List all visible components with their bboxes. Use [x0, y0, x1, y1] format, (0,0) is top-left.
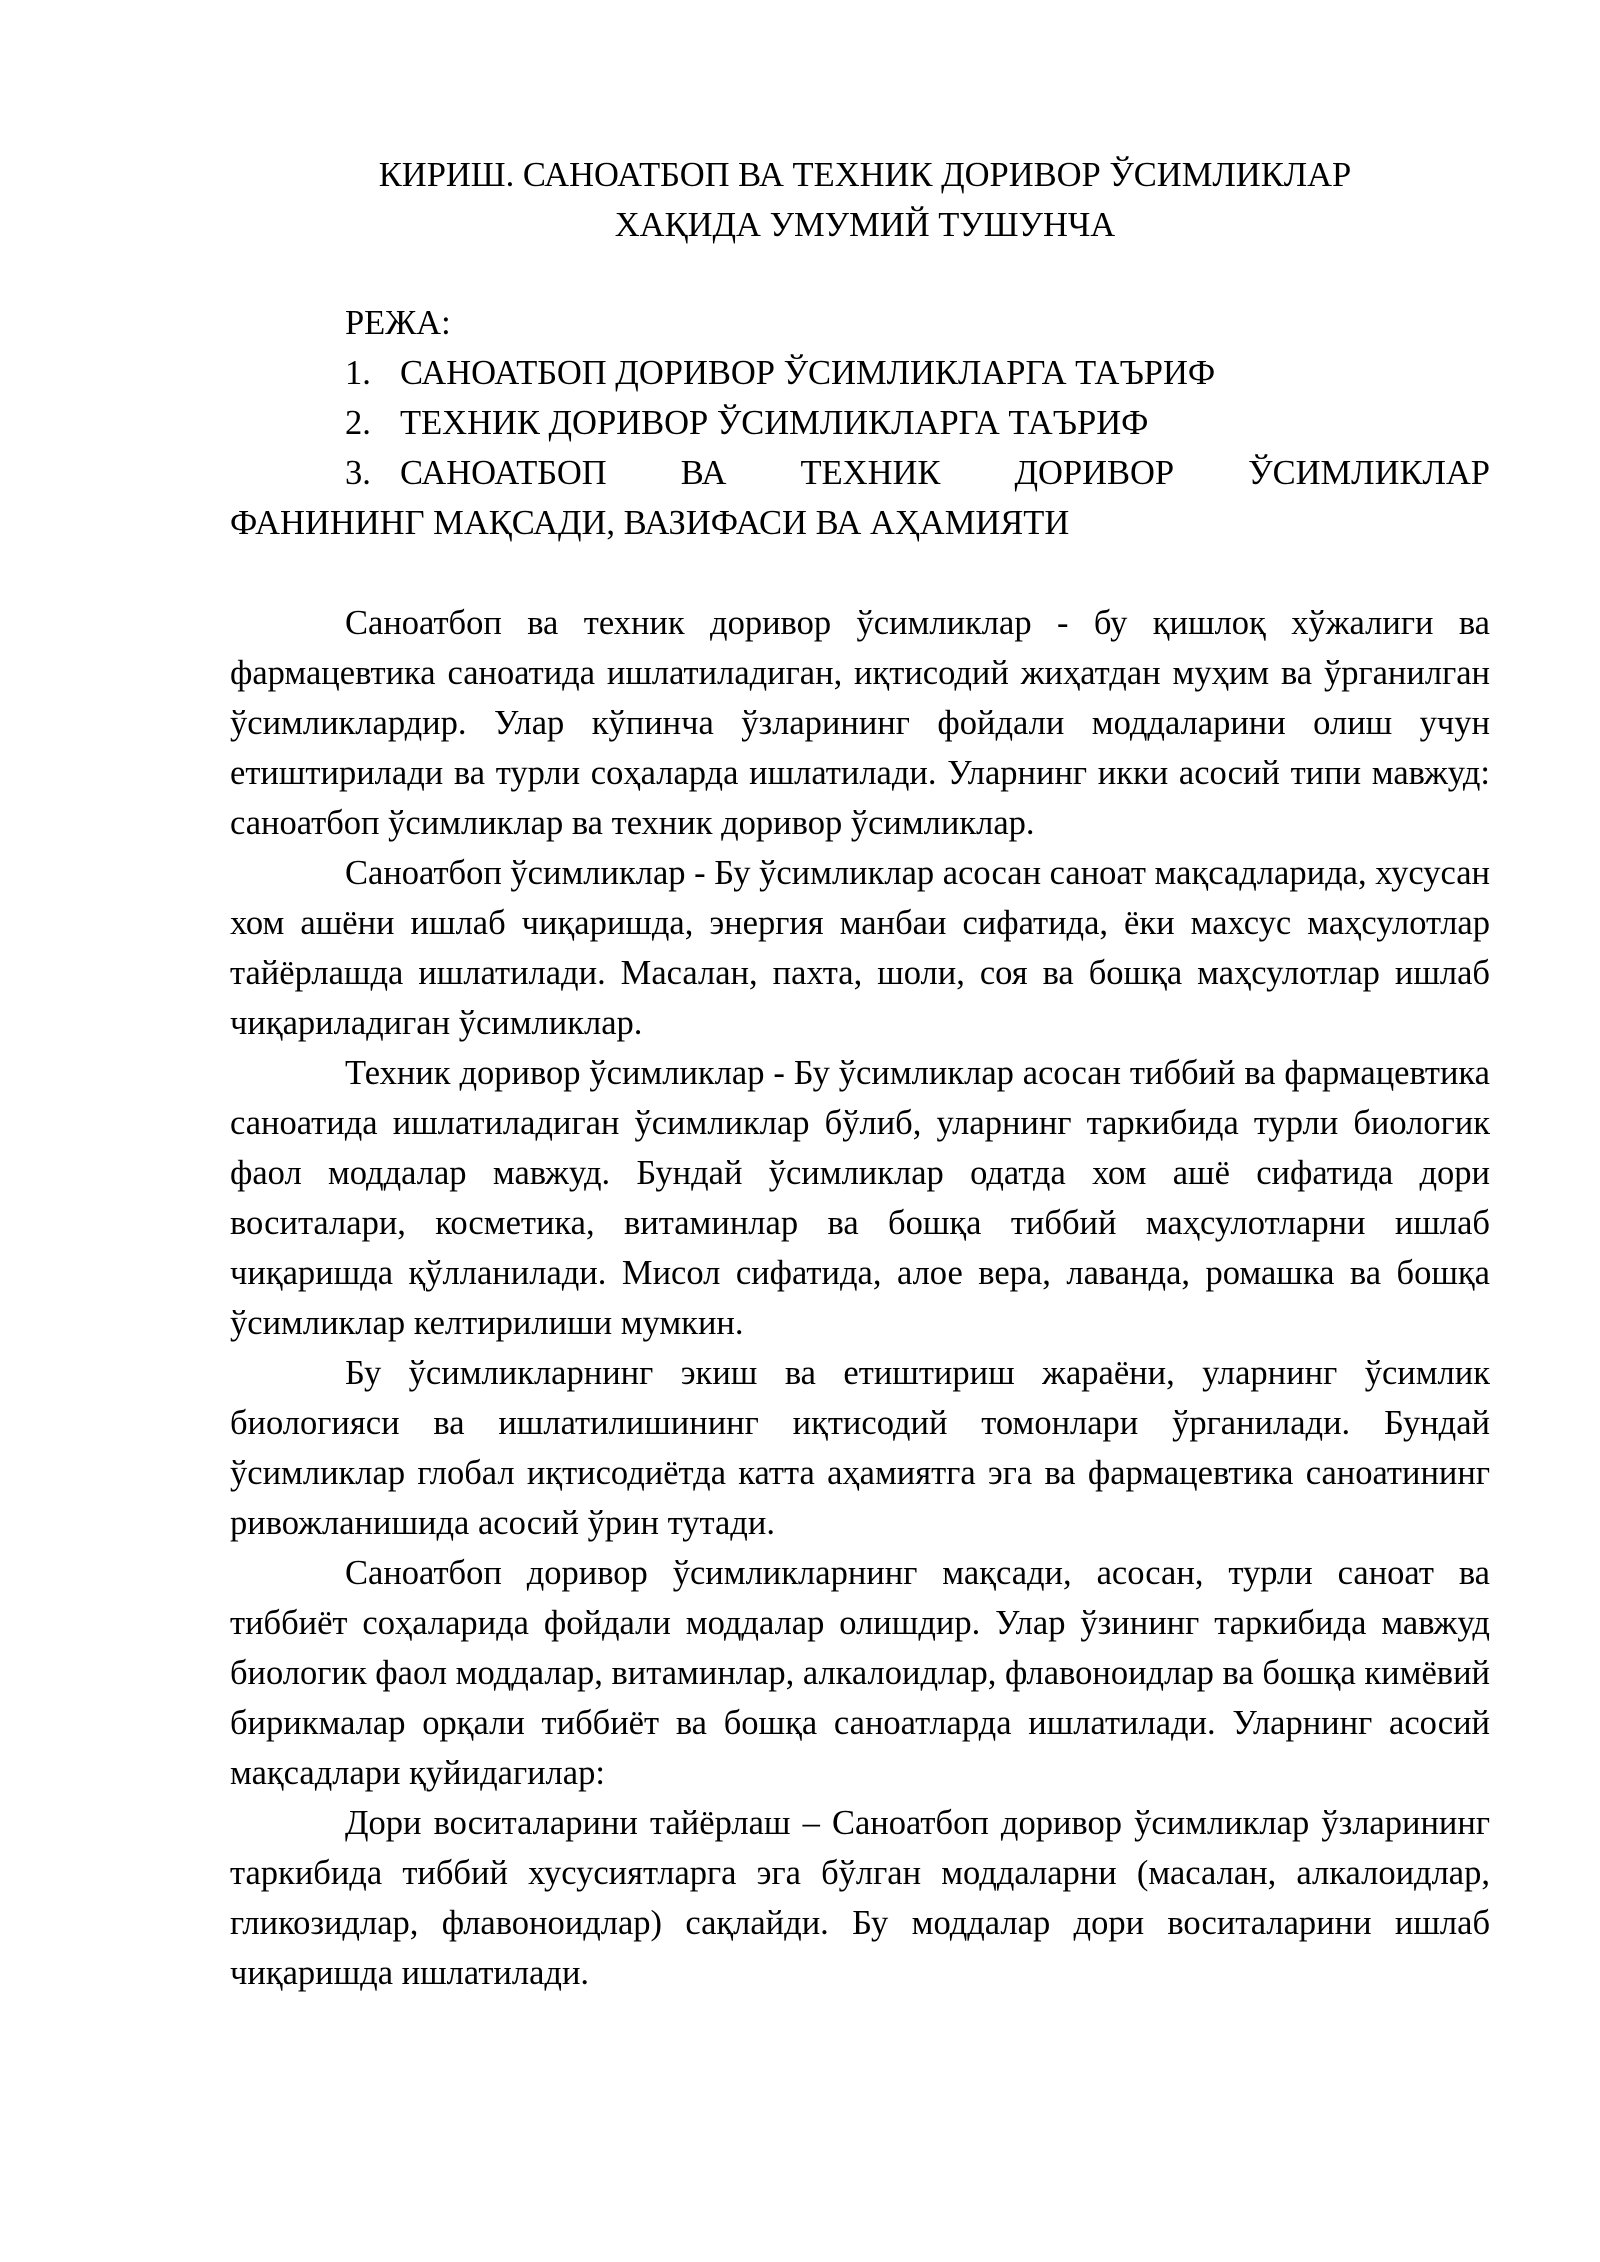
plan-heading: РЕЖА:	[345, 304, 451, 342]
plan-item-line-2: ФАНИНИНГ МАҚСАДИ, ВАЗИФАСИ ВА АҲАМИЯТИ	[230, 504, 1070, 542]
document-title	[230, 150, 1500, 250]
plan-item-number: 1.	[345, 354, 371, 392]
document-body	[230, 298, 1490, 1998]
body-paragraph: Дори воситаларини тайёрлаш – Саноатбоп доривор ўсимликлар ўзларининг таркибида тиббий хусусиятларга эга бўлган моддаларни (масалан, алкалоидлар, гликозидлар, флавоноидлар) сақлайди. Бу моддалар дори воситаларини ишлаб чиқаришда ишлатилади.	[230, 1804, 1490, 1992]
body-paragraph: Саноатбоп ўсимликлар - Бу ўсимликлар асосан саноат мақсадларида, хусусан хом ашёни ишлаб чиқаришда, энергия манбаи сифатида, ёки махсус маҳсулотлар тайёрлашда ишлатилади. Масалан, пахта, шоли, соя ва бошқа маҳсулотлар ишлаб чиқариладиган ўсимликлар.	[230, 854, 1490, 1042]
plan-item	[230, 448, 1490, 548]
plan-item-number: 3.	[345, 454, 371, 492]
body-paragraph: Саноатбоп ва техник доривор ўсимликлар - бу қишлоқ хўжалиги ва фармацевтика саноатида ишлатиладиган, иқтисодий жиҳатдан муҳим ва ўрганилган ўсимликлардир. Улар кўпинча ўзларининг фойдали моддаларини олиш учун етиштирилади ва турли соҳаларда ишлатилади. Уларнинг икки асосий типи мавжуд: саноатбоп ўсимликлар ва техник доривор ўсимликлар.	[230, 604, 1490, 842]
body-paragraph: Саноатбоп доривор ўсимликларнинг мақсади, асосан, турли саноат ва тиббиёт соҳаларида фойдали моддалар олишдир. Улар ўзининг таркибида мавжуд биологик фаол моддалар, витаминлар, алкалоидлар, флавоноидлар ва бошқа кимёвий бирикмалар орқали тиббиёт ва бошқа саноатларда ишлатилади. Уларнинг асосий мақсадлари қуйидагилар:	[230, 1554, 1490, 1792]
plan-item-text: САНОАТБОП ВА ТЕХНИК ДОРИВОР ЎСИМЛИКЛАР	[400, 454, 1490, 492]
body-paragraph: Техник доривор ўсимликлар - Бу ўсимликлар асосан тиббий ва фармацевтика саноатида ишлатиладиган ўсимликлар бўлиб, уларнинг таркибида турли биологик фаол моддалар мавжуд. Бундай ўсимликлар одатда хом ашё сифатида дори воситалари, косметика, витаминлар ва бошқа тиббий маҳсулотларни ишлаб чиқаришда қўлланилади. Мисол сифатида, алое вера, лаванда, ромашка ва бошқа ўсимликлар келтирилиши мумкин.	[230, 1054, 1490, 1342]
spacer	[230, 548, 1490, 598]
title-line-1: КИРИШ. САНОАТБОП ВА ТЕХНИК ДОРИВОР ЎСИМЛИКЛАР	[378, 156, 1352, 194]
body-paragraph: Бу ўсимликларнинг экиш ва етиштириш жараёни, уларнинг ўсимлик биологияси ва ишлатилишининг иқтисодий томонлари ўрганилади. Бундай ўсимликлар глобал иқтисодиётда катта аҳамиятга эга ва фармацевтика саноатининг ривожланишида асосий ўрин тутади.	[230, 1354, 1490, 1542]
plan-item-text: САНОАТБОП ДОРИВОР ЎСИМЛИКЛАРГА ТАЪРИФ	[400, 354, 1216, 392]
plan-item	[230, 398, 1490, 448]
plan-item-line-1	[345, 448, 1490, 498]
plan-item-number: 2.	[345, 404, 371, 442]
title-line-2: ХАҚИДА УМУМИЙ ТУШУНЧА	[614, 206, 1116, 244]
plan-item	[230, 348, 1490, 398]
plan-item-text: ТЕХНИК ДОРИВОР ЎСИМЛИКЛАРГА ТАЪРИФ	[400, 404, 1149, 442]
